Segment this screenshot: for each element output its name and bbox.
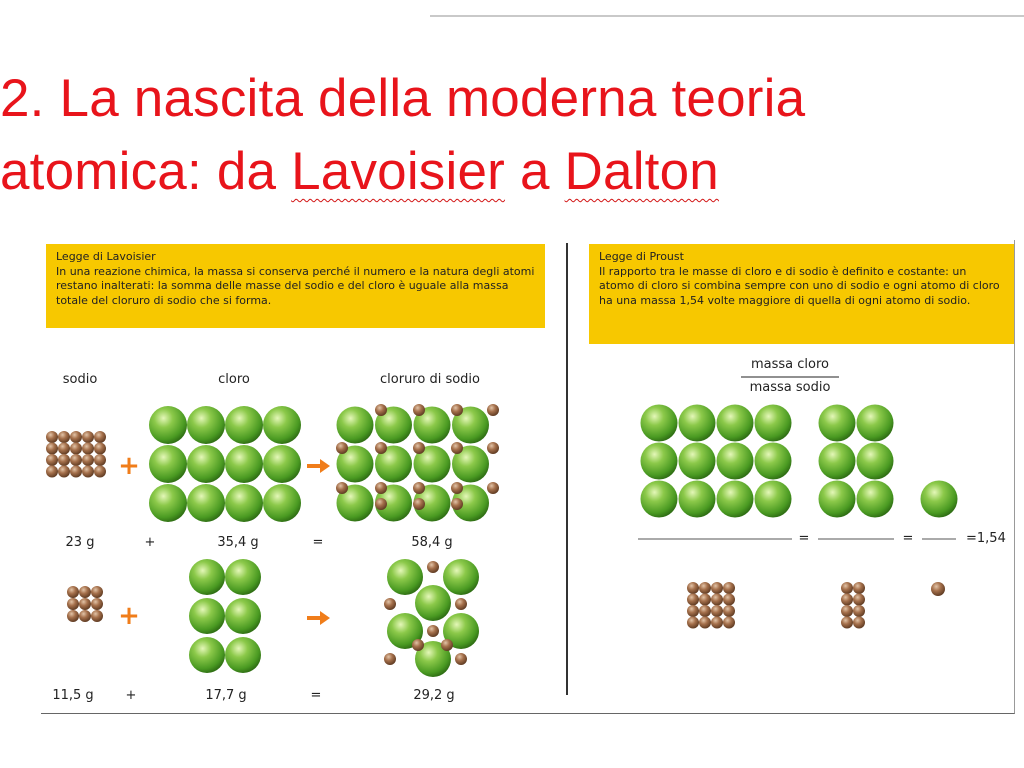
title-line-2: atomica: da Lavoisier a Dalton	[0, 142, 719, 201]
col-cloro: cloro	[218, 372, 250, 387]
col-sodio: sodio	[62, 372, 98, 387]
proust-eq-2: =	[902, 531, 914, 546]
proust-box	[589, 244, 1014, 344]
fraction-denominator: massa sodio	[749, 380, 831, 395]
col-cloruro: cloruro di sodio	[380, 372, 480, 387]
title-line-1: 2. La nascita della moderna teoria	[0, 69, 806, 128]
row1-op-plus: +	[144, 535, 156, 550]
row2-op-equals: =	[310, 688, 322, 703]
row2-sodio-mass: 11,5 g	[52, 688, 94, 703]
row2-cloruro-mass: 29,2 g	[413, 688, 455, 703]
row1-op-equals: =	[312, 535, 324, 550]
top-decoration-line	[430, 14, 1024, 18]
row2-cloro-mass: 17,7 g	[205, 688, 247, 703]
proust-result: =1,54	[966, 531, 1006, 546]
proust-box-text: Il rapporto tra le masse di cloro e di sodio è definito e costante: un atomo di cloro si combina sempre con uno di sodio e ogni atomo di cloro ha una massa 1,54 volte maggiore di quella di ogni atomo di sodio.	[599, 264, 1000, 307]
slide-title	[0, 62, 1024, 208]
lavoisier-box-title: Legge di Lavoisier	[56, 250, 156, 263]
row1-cloruro-mass: 58,4 g	[411, 535, 453, 550]
plus-sign-row1: +	[118, 451, 140, 481]
fraction-numerator: massa cloro	[751, 357, 829, 372]
proust-eq-1: =	[798, 531, 810, 546]
row1-cloro-mass: 35,4 g	[217, 535, 259, 550]
row1-sodio-mass: 23 g	[65, 535, 95, 550]
proust-box-title: Legge di Proust	[599, 250, 684, 263]
panel-divider	[566, 243, 568, 695]
title-dalton: Dalton	[564, 142, 719, 201]
title-lavoisier: Lavoisier	[291, 142, 506, 201]
plus-sign-row2: +	[118, 601, 140, 631]
lavoisier-box	[46, 244, 545, 328]
row2-op-plus: +	[125, 688, 137, 703]
lavoisier-box-text: In una reazione chimica, la massa si conserva perché il numero e la natura degli atomi restano inalterati: la somma delle masse del sodio e del cloro è uguale alla massa totale del cloruro di sodio che si forma.	[56, 264, 535, 307]
